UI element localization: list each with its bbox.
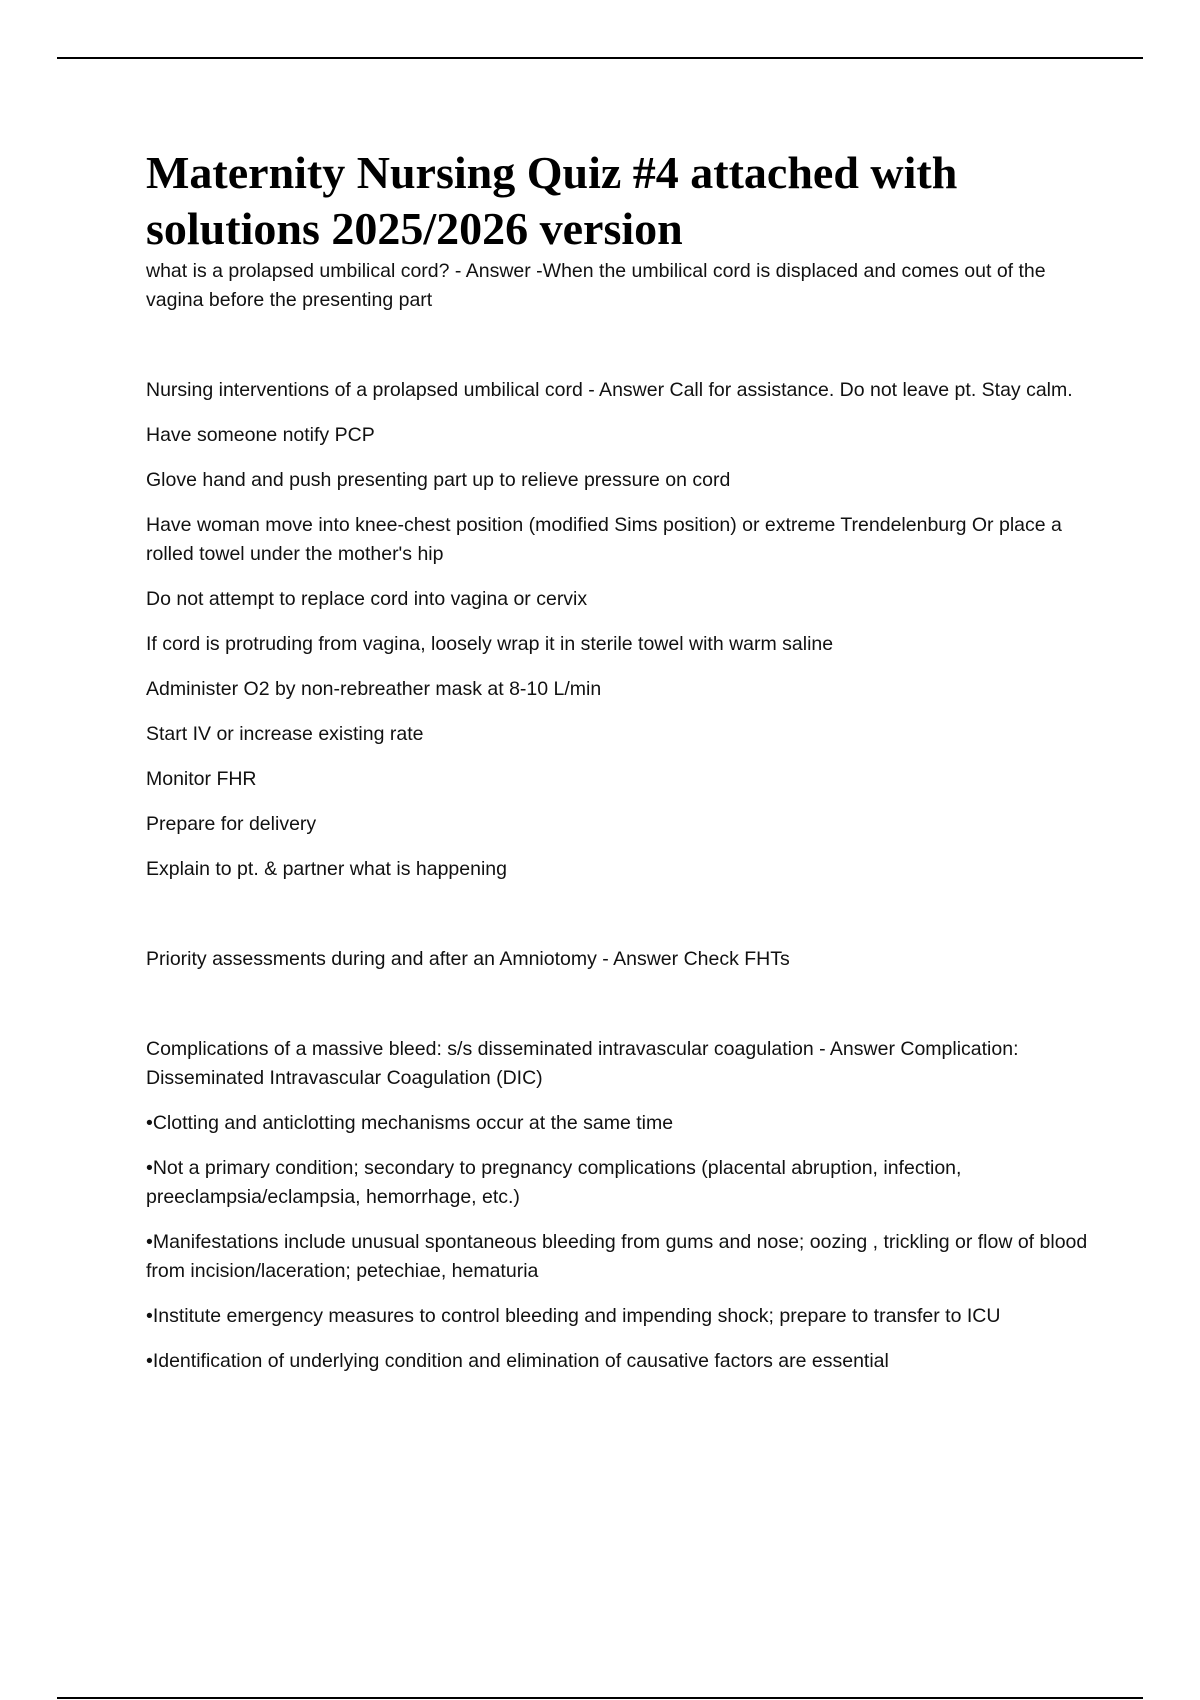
question-nursing-interventions: Nursing interventions of a prolapsed umbilical cord - Answer Call for assistance. Do not leave pt. Stay calm. [146, 379, 1073, 401]
intervention-step: Have woman move into knee-chest position (modified Sims position) or extreme Trendelenburg Or place a rolled towel under the mother's hip [146, 514, 1062, 565]
document-title: Maternity Nursing Quiz #4 attached with solutions 2025/2026 version [146, 147, 958, 254]
footer-divider [57, 1697, 1143, 1699]
intervention-step: Start IV or increase existing rate [146, 723, 424, 745]
question-amniotomy: Priority assessments during and after an Amniotomy - Answer Check FHTs [146, 948, 790, 970]
question-dic: Complications of a massive bleed: s/s disseminated intravascular coagulation - Answer Complication: Disseminated Intravascular Coagulation (DIC) [146, 1038, 1019, 1089]
intervention-step: Monitor FHR [146, 768, 257, 790]
intervention-step: Prepare for delivery [146, 813, 317, 835]
header-divider [57, 57, 1143, 59]
intervention-step: Administer O2 by non-rebreather mask at 8-10 L/min [146, 678, 602, 700]
spacer [146, 974, 1101, 1035]
intervention-step: Have someone notify PCP [146, 424, 375, 446]
spacer [146, 315, 1101, 376]
intervention-step: Glove hand and push presenting part up to relieve pressure on cord [146, 469, 731, 491]
dic-bullet: •Institute emergency measures to control bleeding and impending shock; prepare to transfer to ICU [146, 1305, 1001, 1327]
question-prolapsed-cord: what is a prolapsed umbilical cord? - Answer -When the umbilical cord is displaced and comes out of the vagina before the presenting part [146, 260, 1046, 311]
dic-bullet: •Not a primary condition; secondary to pregnancy complications (placental abruption, infection, preeclampsia/eclampsia, hemorrhage, etc.) [146, 1157, 962, 1208]
dic-bullet: •Identification of underlying condition and elimination of causative factors are essential [146, 1350, 889, 1372]
intervention-step: Do not attempt to replace cord into vagina or cervix [146, 588, 588, 610]
intervention-step: Explain to pt. & partner what is happening [146, 858, 507, 880]
dic-bullet: •Clotting and anticlotting mechanisms occur at the same time [146, 1112, 674, 1134]
spacer [146, 884, 1101, 945]
intervention-step: If cord is protruding from vagina, loosely wrap it in sterile towel with warm saline [146, 633, 834, 655]
dic-bullet: •Manifestations include unusual spontaneous bleeding from gums and nose; oozing , trickling or flow of blood from incision/laceration; petechiae, hematuria [146, 1231, 1088, 1282]
document-body [146, 145, 1101, 1376]
